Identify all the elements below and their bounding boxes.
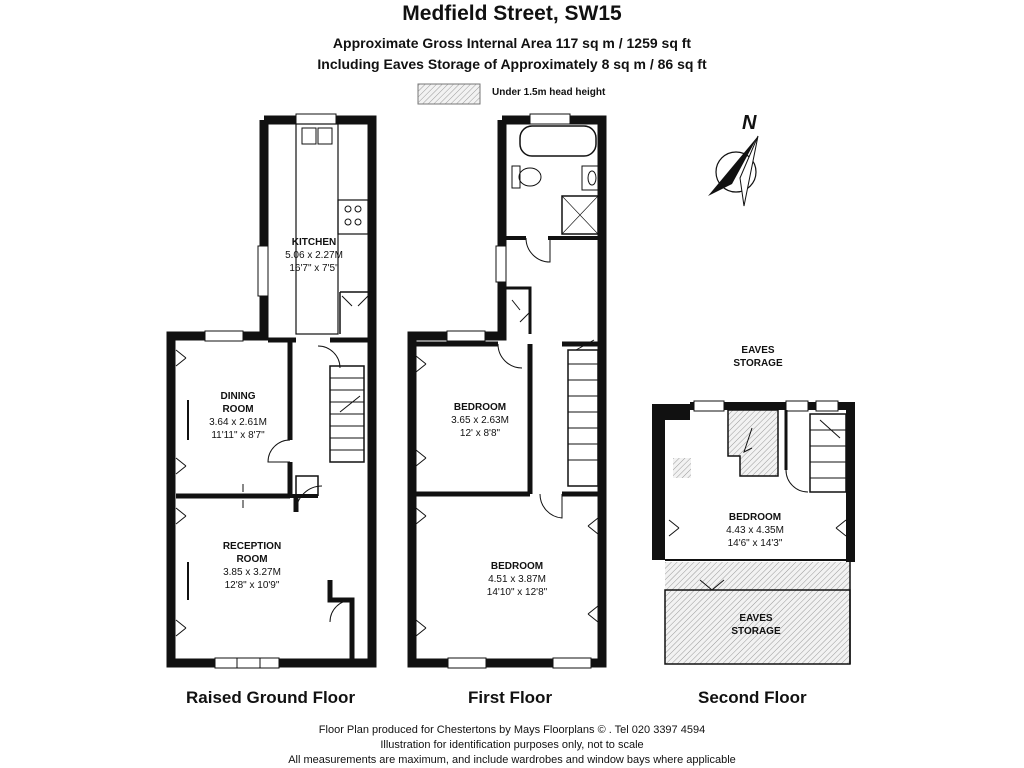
floor-caption-ground: Raised Ground Floor [186,688,356,707]
room-label-eaves-top [718,344,798,370]
room-name: BEDROOM [490,561,544,572]
room-label-eaves-bottom [716,612,796,638]
plan-title: Medfield Street, SW15 [402,2,622,25]
room-label-reception [200,540,304,592]
room-name-2: STORAGE [733,358,783,369]
floor-caption-second: Second Floor [698,688,807,707]
room-metric: 4.51 x 3.87M [488,574,546,585]
room-label-bedroom-front [462,560,572,599]
compass-north-label: N [742,112,757,134]
footer-credit: Floor Plan produced for Chestertons by Mays Floorplans © . Tel 020 3397 4594 [318,724,706,736]
room-name-1: EAVES [741,345,775,356]
room-label-bedroom-rear [428,401,532,440]
room-imperial: 16'7" x 7'5" [289,263,339,274]
room-metric: 3.85 x 3.27M [223,567,281,578]
room-imperial: 11'11" x 8'7" [211,430,265,441]
eaves-area-line: Including Eaves Storage of Approximately 8 sq m / 86 sq ft [317,56,707,72]
legend-label: Under 1.5m head height [492,87,606,98]
room-name-2: STORAGE [731,626,781,637]
compass-icon [708,136,758,206]
room-imperial: 14'10" x 12'8" [486,587,548,598]
room-metric: 3.65 x 2.63M [451,415,509,426]
gross-area-line: Approximate Gross Internal Area 117 sq m / 1259 sq ft [332,35,692,51]
footer-measurements-note: All measurements are maximum, and include wardrobes and window bays where applicable [288,754,736,766]
room-name: KITCHEN [291,237,337,248]
room-name-1: RECEPTION [222,541,282,552]
legend-swatch [418,84,480,104]
room-name: BEDROOM [728,512,782,523]
room-imperial: 14'6" x 14'3" [727,538,783,549]
room-label-bedroom-second [700,511,810,550]
room-name-1: DINING [220,391,256,402]
room-imperial: 12'8" x 10'9" [224,580,280,591]
floor-caption-first: First Floor [468,688,553,707]
room-metric: 5.06 x 2.27M [285,250,343,261]
footer-disclaimer: Illustration for identification purposes only, not to scale [380,739,644,751]
room-name-1: EAVES [739,613,773,624]
room-label-kitchen [258,236,370,275]
room-metric: 3.64 x 2.61M [209,417,267,428]
room-label-dining [188,390,288,442]
room-imperial: 12' x 8'8" [459,428,501,439]
room-name-2: ROOM [222,404,254,415]
room-metric: 4.43 x 4.35M [726,525,784,536]
room-name-2: ROOM [236,554,268,565]
room-name: BEDROOM [453,402,507,413]
